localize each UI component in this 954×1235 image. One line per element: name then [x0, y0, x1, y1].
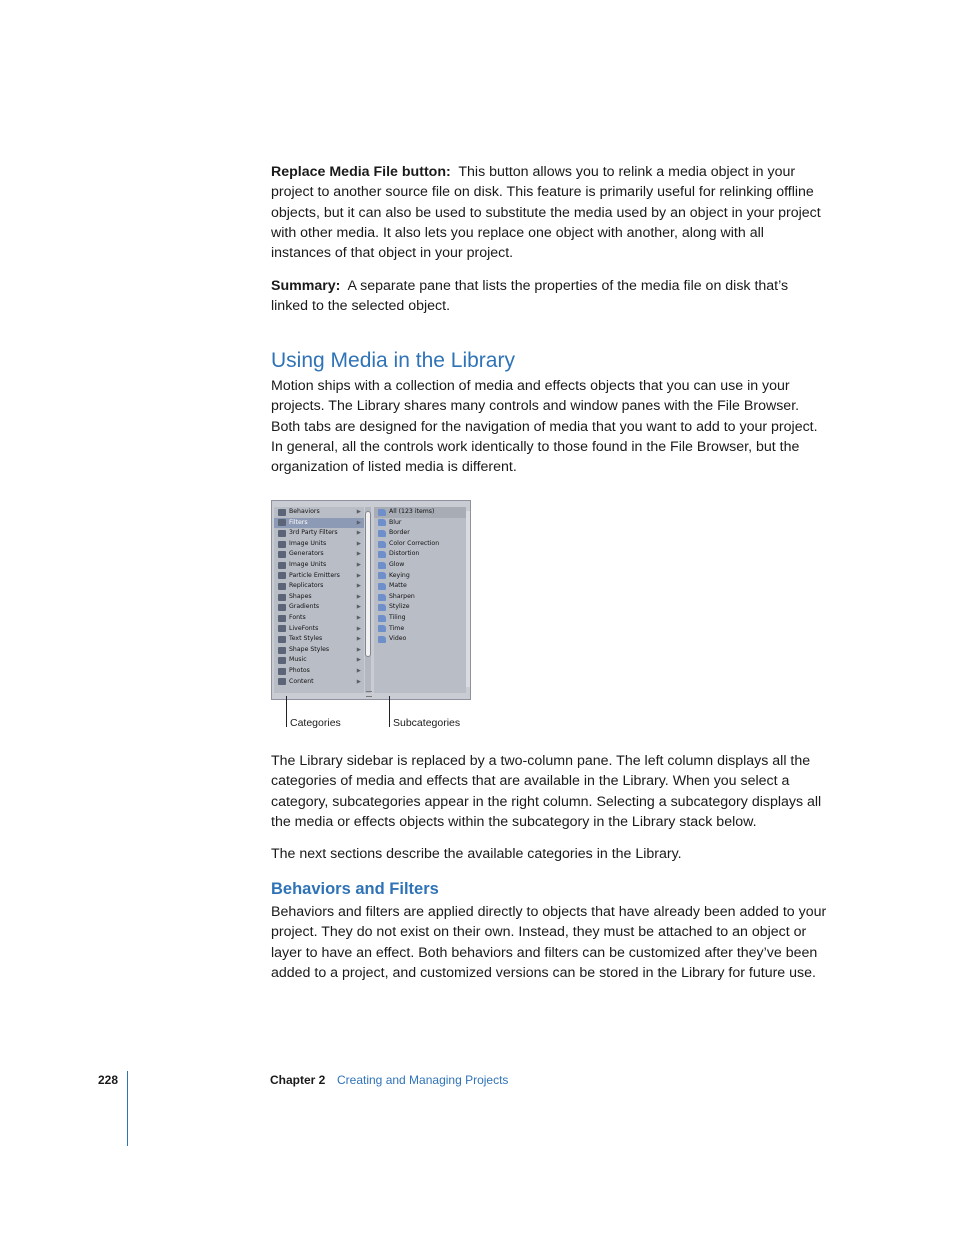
category-icon: [278, 562, 286, 569]
subcategory-label: Border: [389, 529, 410, 537]
subcategory-label: Keying: [389, 571, 410, 579]
category-item[interactable]: [274, 602, 364, 613]
subcategory-item[interactable]: [374, 581, 466, 592]
subcategory-label: Color Correction: [389, 539, 440, 547]
category-icon: [278, 551, 286, 558]
category-item[interactable]: [274, 677, 364, 688]
disclosure-arrow-icon: ▶: [356, 646, 361, 653]
disclosure-arrow-icon: ▶: [356, 604, 361, 611]
folder-icon: [378, 615, 386, 622]
replace-media-paragraph: [271, 162, 827, 263]
category-label: Image Units: [289, 561, 327, 568]
category-item[interactable]: [274, 518, 364, 529]
subcategory-item[interactable]: [374, 634, 466, 645]
category-label: Filters: [289, 518, 308, 526]
category-item[interactable]: [274, 666, 364, 677]
subcategories-callout-label: Subcategories: [393, 717, 461, 729]
category-label: Behaviors: [289, 508, 320, 515]
subcategory-item[interactable]: [374, 613, 466, 624]
after-figure-paragraph-1: The Library sidebar is replaced by a two-column pane. The left column displays all the categories of media and effects that are available in the Library. When you select a category, subcategories appear in the right column. Selecting a subcategory displays all the media or effects objects within the subcategory in the Library stack below.: [271, 753, 822, 830]
disclosure-arrow-icon: ▶: [356, 519, 361, 526]
subcategory-label: Time: [389, 624, 405, 632]
disclosure-arrow-icon: ▶: [356, 509, 361, 515]
replace-media-term: Replace Media File button:: [271, 164, 451, 180]
category-item[interactable]: [274, 592, 364, 603]
category-item[interactable]: [274, 507, 364, 518]
category-item[interactable]: [274, 613, 364, 624]
chapter-title-link[interactable]: Creating and Managing Projects: [337, 1073, 509, 1087]
subcategory-item[interactable]: [374, 571, 466, 582]
category-icon: [278, 657, 286, 664]
category-icon: [278, 509, 286, 516]
category-item[interactable]: [274, 624, 364, 635]
category-icon: [278, 541, 286, 548]
chapter-label: Chapter 2: [270, 1073, 326, 1087]
disclosure-arrow-icon: ▶: [356, 625, 361, 632]
category-icon: [278, 668, 286, 675]
category-item[interactable]: [274, 571, 364, 582]
categories-scrollbar-thumb: [365, 511, 371, 657]
subcategory-label: Glow: [389, 561, 405, 568]
category-label: Music: [289, 656, 307, 664]
disclosure-arrow-icon: ▶: [356, 657, 361, 664]
disclosure-arrow-icon: ▶: [356, 678, 361, 685]
library-browser-screenshot: [271, 500, 471, 700]
subcategory-label: Stylize: [389, 603, 410, 611]
subcategory-label: Tiling: [389, 614, 406, 621]
category-item[interactable]: [274, 655, 364, 666]
subcategories-scrollbar: [466, 511, 470, 687]
subcategory-item[interactable]: [374, 528, 466, 539]
subsection-heading: Behaviors and Filters: [271, 880, 439, 898]
category-icon: [278, 583, 286, 590]
folder-icon: [378, 625, 386, 632]
summary-term: Summary:: [271, 278, 341, 294]
subcategory-item[interactable]: [374, 602, 466, 613]
category-icon: [278, 594, 286, 601]
folder-icon: [378, 562, 386, 569]
category-icon: [278, 647, 286, 654]
summary-text: A separate pane that lists the properties of the media file on disk that’s linked to the selected object.: [271, 278, 789, 315]
subcategory-item[interactable]: [374, 539, 466, 550]
subcategories-callout-line: [389, 696, 390, 727]
disclosure-arrow-icon: ▶: [356, 572, 361, 579]
folder-icon: [378, 519, 386, 526]
category-item[interactable]: [274, 560, 364, 571]
category-icon: [278, 625, 286, 632]
subcategory-label: Sharpen: [389, 592, 415, 600]
category-label: Shape Styles: [289, 645, 330, 653]
category-item[interactable]: [274, 581, 364, 592]
page-number: 228: [98, 1073, 119, 1087]
subsection-text: Behaviors and filters are applied directly to objects that have already been added to your project. They do not exist on their own. Instead, they must be attached to an object or layer to have an effect. Both behaviors and filters can be customized after they’ve been added to a project, and customized versions can be stored in the Library for future use.: [271, 904, 827, 981]
column-resize-handle: [366, 691, 372, 697]
disclosure-arrow-icon: ▶: [356, 636, 361, 643]
category-item[interactable]: [274, 528, 364, 539]
folder-icon: [378, 594, 386, 601]
after-figure-paragraph-2: The next sections describe the available categories in the Library.: [271, 846, 682, 862]
disclosure-arrow-icon: ▶: [356, 530, 361, 537]
category-icon: [278, 604, 286, 611]
folder-icon: [378, 583, 386, 590]
subcategories-column: [374, 507, 466, 693]
category-label: Gradients: [289, 603, 320, 611]
folder-icon: [378, 509, 386, 516]
subcategory-item[interactable]: [374, 507, 466, 518]
category-icon: [278, 615, 286, 622]
subcategory-label: All (123 items): [389, 508, 435, 515]
subcategory-item[interactable]: [374, 549, 466, 560]
subcategory-label: Video: [389, 635, 407, 643]
category-label: Image Units: [289, 539, 327, 547]
disclosure-arrow-icon: ▶: [356, 593, 361, 600]
disclosure-arrow-icon: ▶: [356, 615, 361, 621]
category-label: Generators: [289, 550, 324, 558]
categories-callout-line: [286, 696, 287, 727]
summary-paragraph: [271, 276, 827, 317]
category-label: LiveFonts: [289, 624, 319, 632]
section-heading: Using Media in the Library: [271, 349, 515, 372]
category-label: Photos: [289, 667, 310, 674]
category-label: 3rd Party Filters: [289, 529, 338, 537]
subcategory-item[interactable]: [374, 624, 466, 635]
category-icon: [278, 530, 286, 537]
disclosure-arrow-icon: ▶: [356, 668, 361, 674]
subcategory-item[interactable]: [374, 592, 466, 603]
category-label: Particle Emitters: [289, 571, 340, 579]
category-icon: [278, 572, 286, 579]
category-icon: [278, 678, 286, 685]
category-label: Shapes: [289, 592, 312, 600]
section-intro: Motion ships with a collection of media and effects objects that you can use in your projects. The Library shares many controls and window panes with the File Browser. Both tabs are designed for the navigation of media that you want to add to your project. In general, all the controls work identically to those found in the File Browser, but the organization of listed media is different.: [271, 378, 818, 476]
subcategory-item[interactable]: [374, 560, 466, 571]
folder-icon: [378, 636, 386, 643]
category-item[interactable]: [274, 539, 364, 550]
category-item[interactable]: [274, 645, 364, 656]
subcategory-label: Matte: [389, 582, 407, 590]
categories-column: [274, 507, 364, 693]
folder-icon: [378, 551, 386, 558]
disclosure-arrow-icon: ▶: [356, 583, 361, 590]
disclosure-arrow-icon: ▶: [356, 562, 361, 568]
folder-icon: [378, 572, 386, 579]
category-label: Fonts: [289, 614, 306, 621]
category-item[interactable]: [274, 634, 364, 645]
category-label: Text Styles: [289, 635, 323, 643]
subcategory-label: Blur: [389, 518, 402, 526]
folder-icon: [378, 541, 386, 548]
category-label: Replicators: [289, 582, 324, 590]
subcategory-label: Distortion: [389, 550, 420, 558]
category-icon: [278, 519, 286, 526]
category-item[interactable]: [274, 549, 364, 560]
folder-icon: [378, 530, 386, 537]
disclosure-arrow-icon: ▶: [356, 551, 361, 558]
categories-callout-label: Categories: [290, 717, 341, 729]
folder-icon: [378, 604, 386, 611]
footer-divider: [127, 1071, 128, 1146]
disclosure-arrow-icon: ▶: [356, 540, 361, 547]
replace-media-text: This button allows you to relink a media object in your project to another source file on disk. This feature is primarily useful for relinking offline objects, but it can also be used to substitute the media used by an object in your project with other media. It also lets you replace one object with another, along with all instances of that object in your project.: [271, 164, 821, 262]
category-icon: [278, 636, 286, 643]
subcategory-item[interactable]: [374, 518, 466, 529]
category-label: Content: [289, 677, 314, 685]
